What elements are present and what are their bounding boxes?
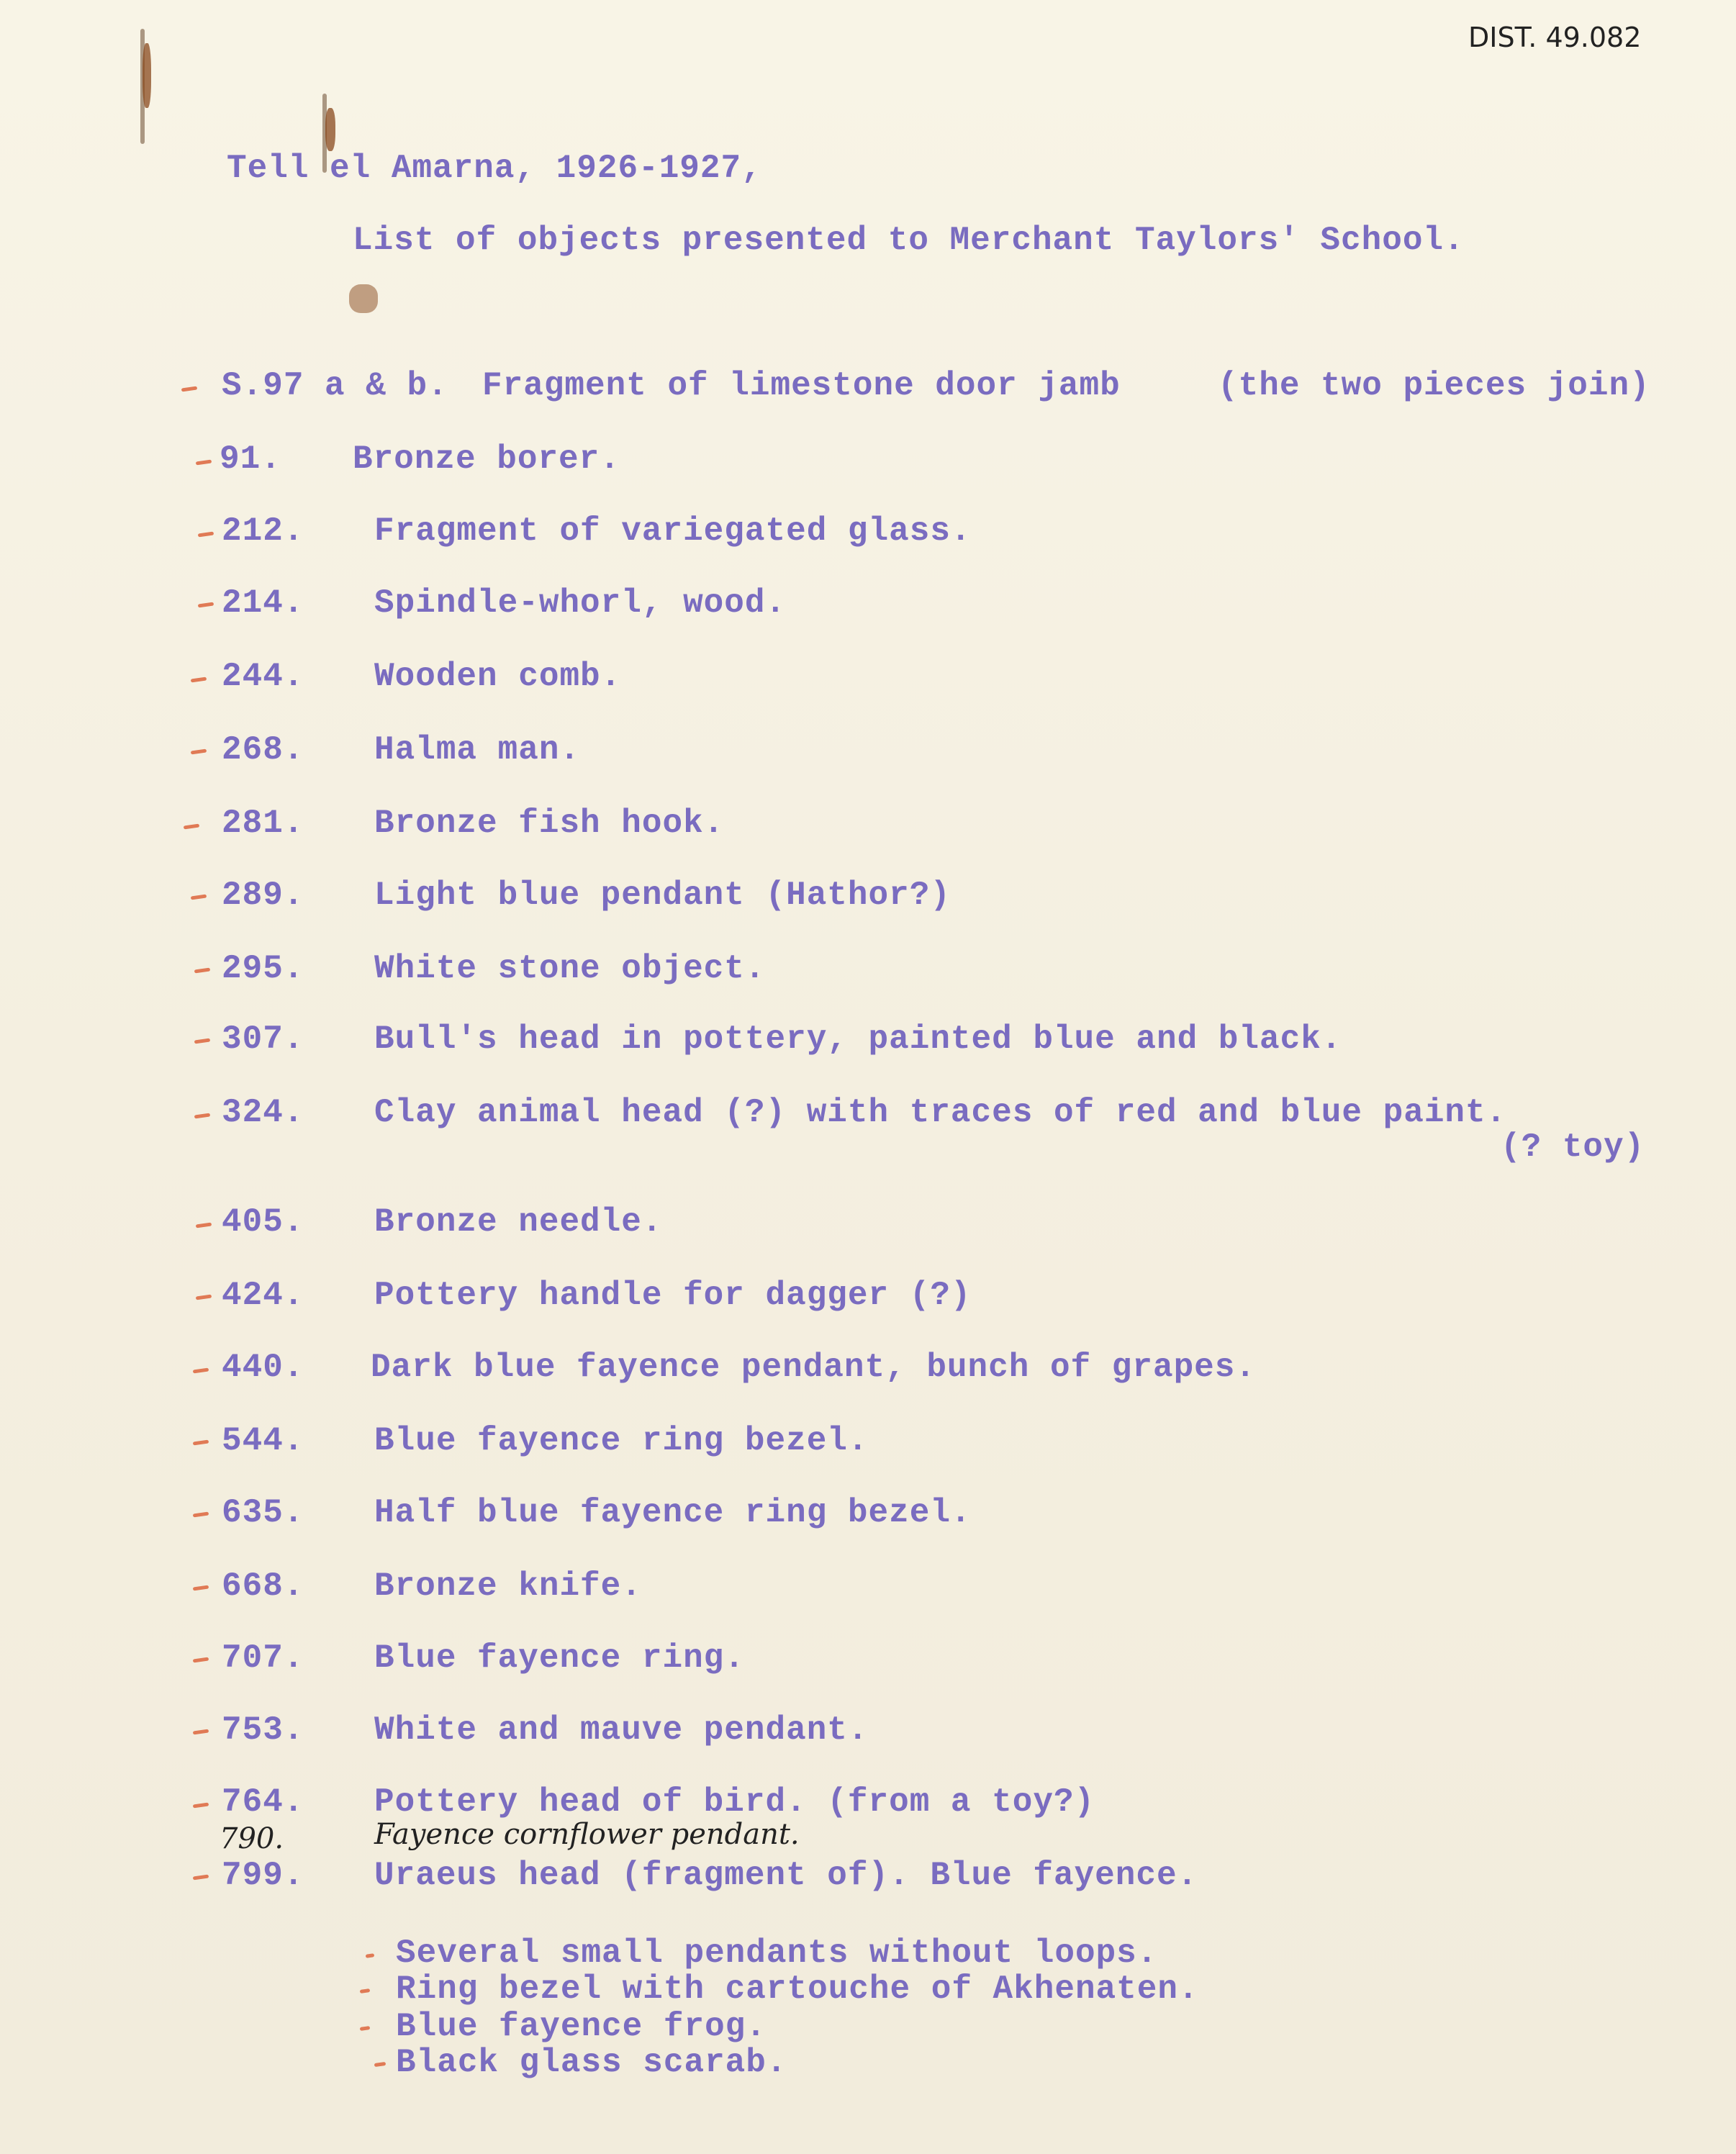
item-note: (? toy) [1501, 1128, 1645, 1166]
item-description: White and mauve pendant. [374, 1711, 869, 1749]
item-description: Fragment of variegated glass. [374, 512, 972, 550]
item-number: 707. [222, 1639, 304, 1677]
item-number: 424. [222, 1277, 304, 1314]
item-number: 405. [222, 1203, 304, 1241]
handwritten-item-description: Fayence cornflower pendant. [374, 1818, 800, 1851]
item-description: Uraeus head (fragment of). Blue fayence. [374, 1857, 1198, 1894]
document-subheading: List of objects presented to Merchant Taylors' School. [353, 222, 1465, 259]
item-number: 214. [222, 584, 304, 622]
rust-stain [143, 43, 151, 108]
item-description: White stone object. [374, 950, 766, 987]
extra-item: Several small pendants without loops. [396, 1934, 1158, 1972]
item-description: Bronze fish hook. [374, 805, 725, 842]
item-number: 324. [222, 1094, 304, 1131]
item-number: S.97 a & b. [222, 367, 448, 404]
item-number: 440. [222, 1349, 304, 1386]
item-number: 764. [222, 1783, 304, 1821]
item-description: Dark blue fayence pendant, bunch of grapes. [371, 1349, 1256, 1386]
item-number: 289. [222, 877, 304, 914]
item-number: 753. [222, 1711, 304, 1749]
item-number: 268. [222, 731, 304, 769]
item-number: 91. [220, 440, 281, 478]
item-description: Halma man. [374, 731, 581, 769]
item-description: Fragment of limestone door jamb [482, 367, 1121, 404]
document-heading: Tell el Amarna, 1926-1927, [227, 150, 762, 187]
extra-item: Ring bezel with cartouche of Akhenaten. [396, 1970, 1199, 2008]
item-number: 212. [222, 512, 304, 550]
item-number: 544. [222, 1422, 304, 1460]
item-note: (the two pieces join) [1218, 367, 1650, 404]
extra-item: Black glass scarab. [396, 2044, 787, 2081]
item-number: 281. [222, 805, 304, 842]
item-description: Wooden comb. [374, 658, 622, 695]
item-description: Clay animal head (?) with traces of red and blue paint. [374, 1094, 1507, 1131]
item-number: 799. [222, 1857, 304, 1894]
item-description: Blue fayence ring bezel. [374, 1422, 869, 1460]
item-description: Spindle-whorl, wood. [374, 584, 787, 622]
item-number: 635. [222, 1494, 304, 1531]
handwritten-item-number: 790. [220, 1822, 284, 1855]
item-description: Bronze borer. [353, 440, 620, 478]
item-description: Pottery head of bird. (from a toy?) [374, 1783, 1095, 1821]
item-number: 307. [222, 1021, 304, 1058]
item-number: 668. [222, 1567, 304, 1605]
item-description: Bronze needle. [374, 1203, 663, 1241]
item-description: Blue fayence ring. [374, 1639, 745, 1677]
item-description: Pottery handle for dagger (?) [374, 1277, 972, 1314]
rust-stain [325, 108, 335, 151]
item-description: Bull's head in pottery, painted blue and black. [374, 1021, 1342, 1058]
extra-item: Blue fayence frog. [396, 2008, 767, 2045]
item-description: Bronze knife. [374, 1567, 642, 1605]
item-number: 244. [222, 658, 304, 695]
item-number: 295. [222, 950, 304, 987]
rust-stain [349, 284, 378, 313]
reference-number: DIST. 49.082 [1468, 22, 1642, 53]
item-description: Half blue fayence ring bezel. [374, 1494, 972, 1531]
item-description: Light blue pendant (Hathor?) [374, 877, 951, 914]
